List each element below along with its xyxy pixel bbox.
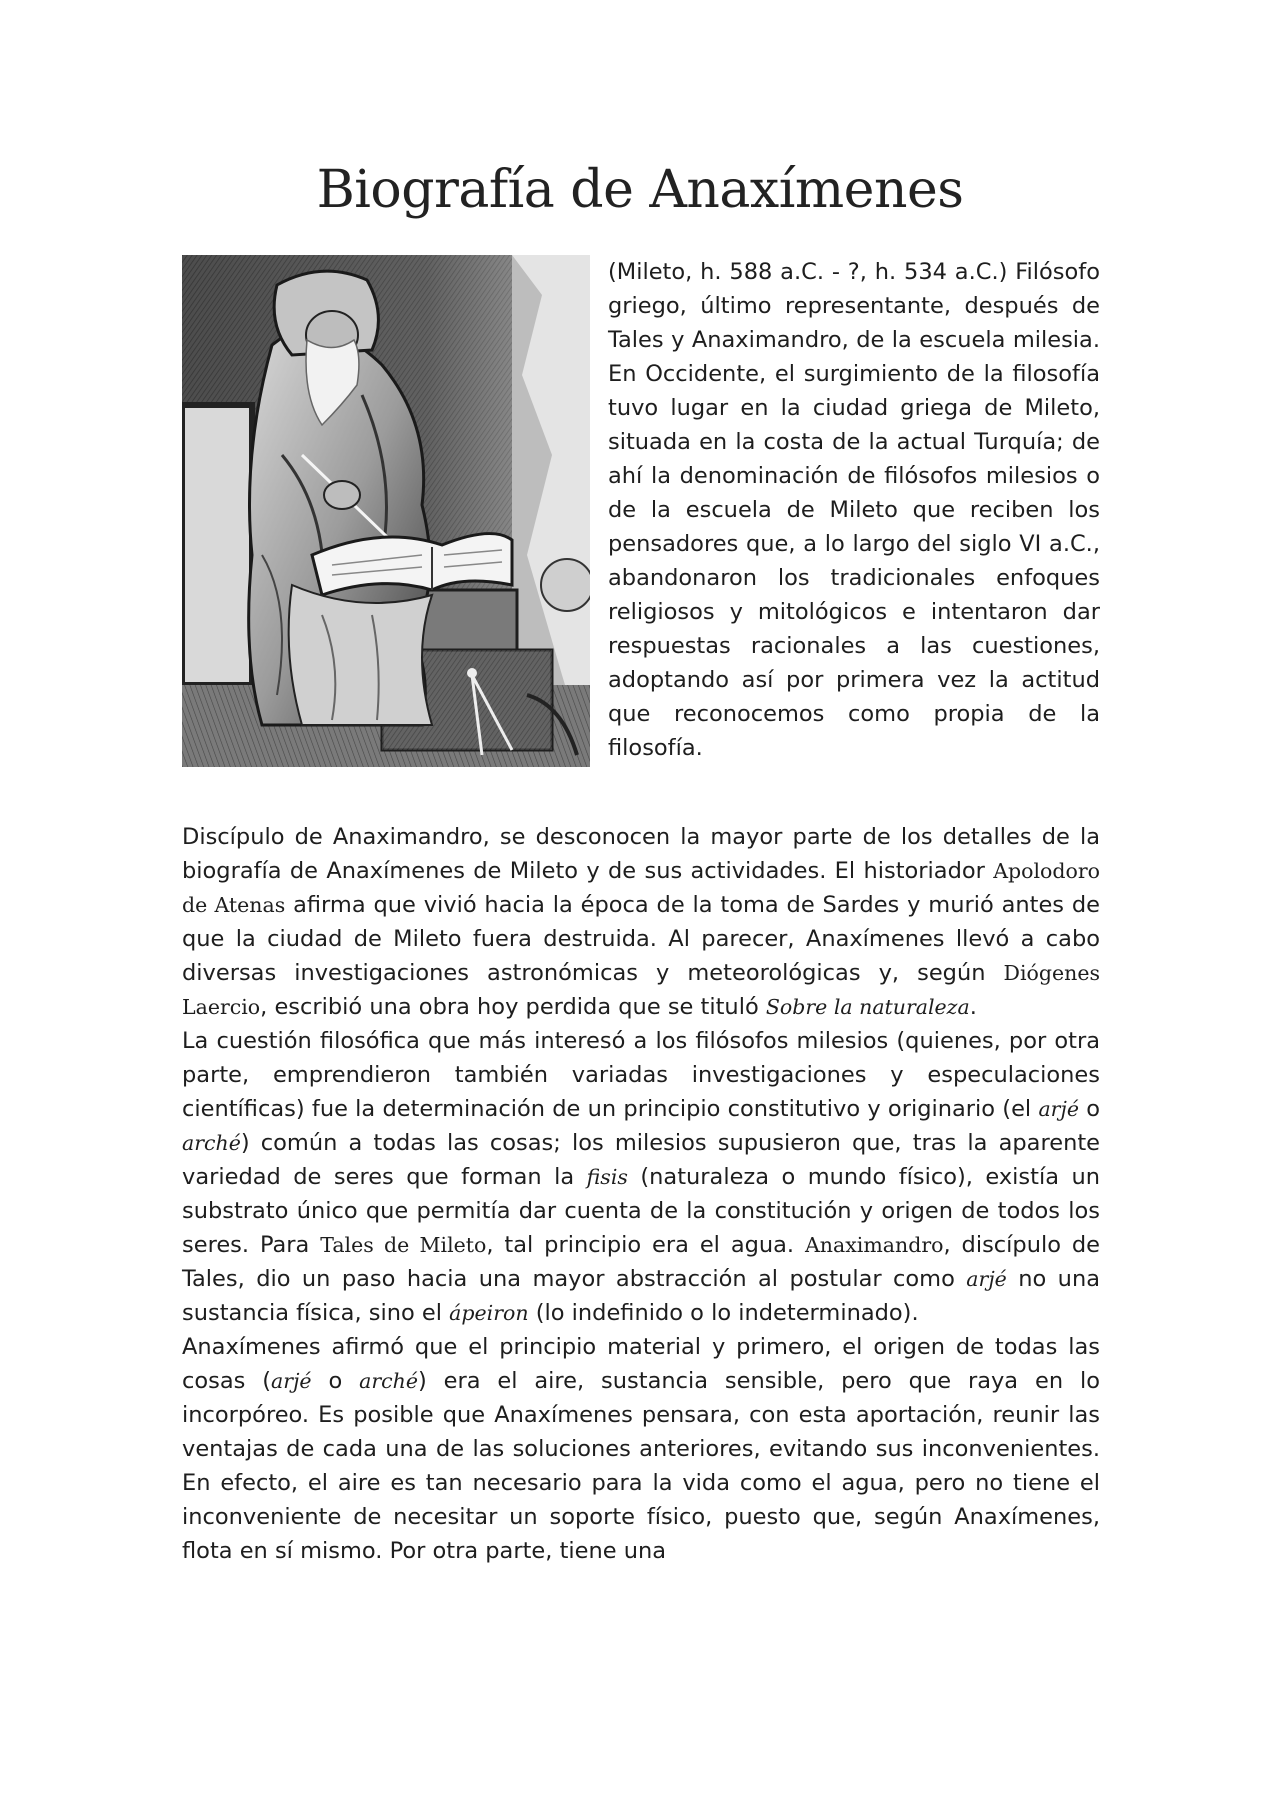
paragraph-2: La cuestión filosófica que más interesó a los filósofos milesios (quienes, por otra parte, emprendieron también variadas investigaciones y especulaciones científicas) fue la determinación de un principio constitutivo y originario (el arjé o arché) común a todas las cosas; los milesios supusieron que, tras la aparente variedad de seres que forman la fisis (naturaleza o mundo físico), existía un substrato único que permitía dar cuenta de la constitución y origen de todos los seres. Para Tales de Mileto, tal principio era el agua. Anaximandro, discípulo de Tales, dio un paso hacia una mayor abstracción al postular como arjé no una sustancia física, sino el ápeiron (lo indefinido o lo indeterminado). [182,1028,1101,1326]
link-apolodoro-de-atenas[interactable]: Apolodoro de Atenas [182,859,1100,917]
portrait-illustration [182,255,590,767]
book-title: Sobre la naturaleza [765,995,970,1019]
paragraph-3: Anaxímenes afirmó que el principio material y primero, el origen de todas las cosas (arjé o arché) era el aire, sustancia sensible, pero que raya en lo incorpóreo. Es posible que Anaxímenes pensara, con esta aportación, reunir las ventajas de cada una de las soluciones anteriores, evitando sus inconvenientes. En efecto, el aire es tan necesario para la vida como el agua, pero no tiene el inconveniente de necesitar un soporte físico, puesto que, según Anaxímenes, flota en sí mismo. Por otra parte, tiene una [182,1334,1100,1564]
main-text [182,820,1100,1568]
philosopher-engraving-image [182,255,590,767]
link-diogenes-laercio[interactable]: Diógenes Laercio [182,961,1100,1019]
link-anaximandro[interactable]: Anaximandro [805,1233,944,1257]
page-title: Biografía de Anaxímenes [316,160,964,220]
intro-paragraph: (Mileto, h. 588 a.C. - ?, h. 534 a.C.) Filósofo griego, último representante, después de Tales y Anaximandro, de la escuela milesia. En Occidente, el surgimiento de la filosofía tuvo lugar en la ciudad griega de Mileto, situada en la costa de la actual Turquía; de ahí la denominación de filósofos milesios o de la escuela de Mileto que reciben los pensadores que, a lo largo del siglo VI a.C., abandonaron los tradicionales enfoques religiosos y mitológicos e intentaron dar respuestas racionales a las cuestiones, adoptando así por primera vez la actitud que reconocemos como propia de la filosofía. [608,259,1100,761]
link-tales-de-mileto[interactable]: Tales de Mileto [320,1233,487,1257]
paragraph-1: Discípulo de Anaximandro, se desconocen la mayor parte de los detalles de la biografía de Anaxímenes de Mileto y de sus actividades. El historiador Apolodoro de Atenas afirma que vivió hacia la época de la toma de Sardes y murió antes de que la ciudad de Mileto fuera destruida. Al parecer, Anaxímenes llevó a cabo diversas investigaciones astronómicas y meteorológicas y, según Diógenes Laercio, escribió una obra hoy perdida que se tituló Sobre la naturaleza. [182,824,1101,1020]
